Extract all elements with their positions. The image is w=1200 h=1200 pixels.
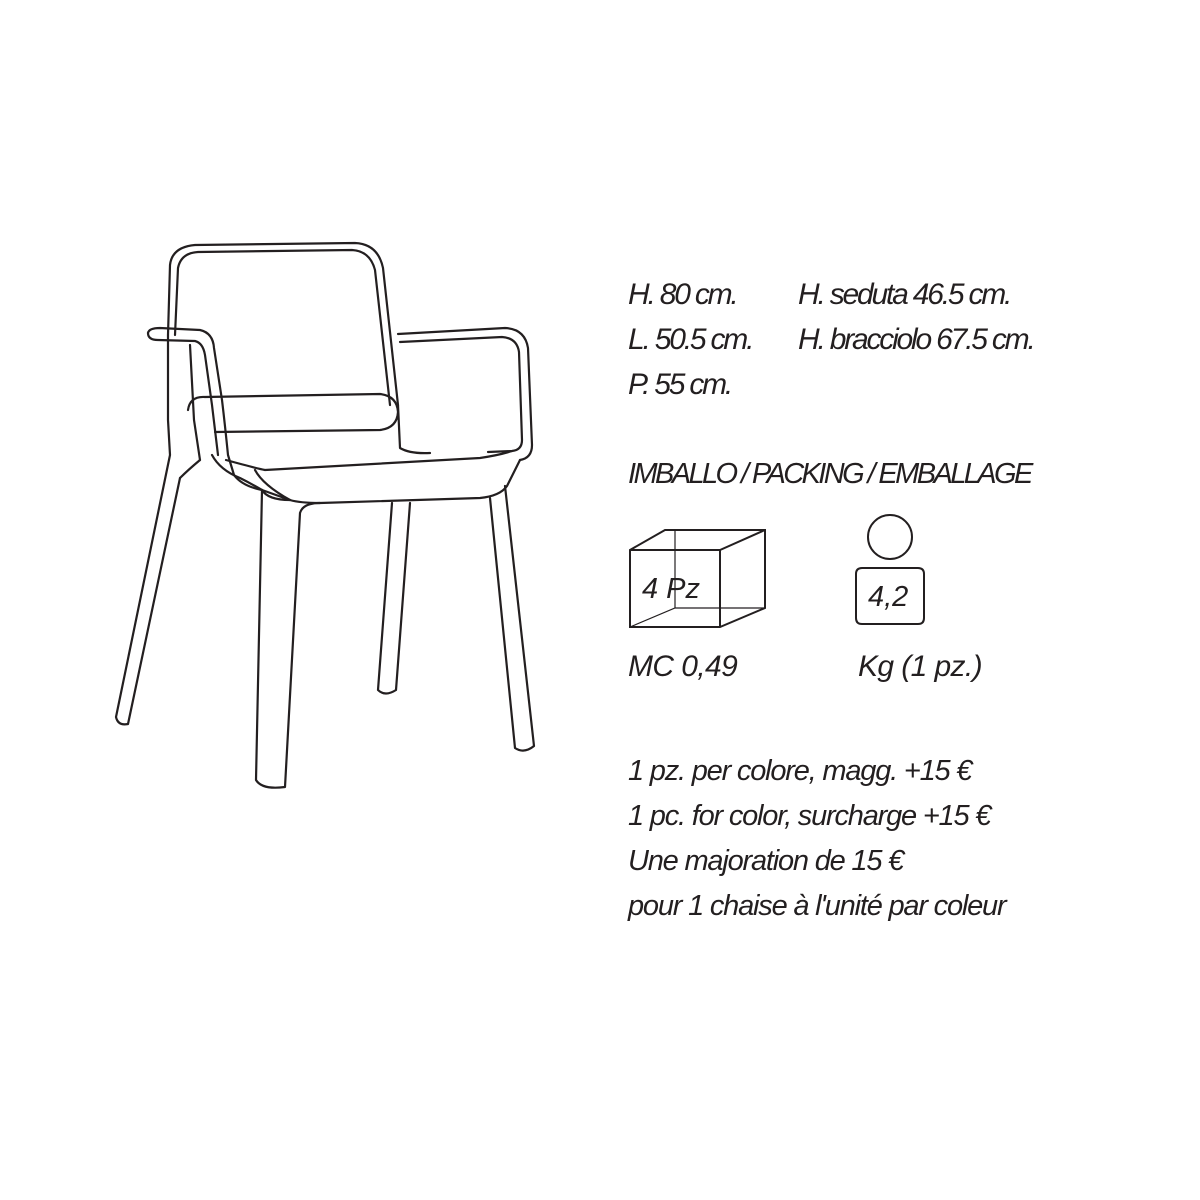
weight-value: 4,2	[868, 581, 909, 613]
dimension-depth: P. 55 cm.	[628, 368, 732, 401]
chair-backrest-inner	[175, 250, 390, 405]
chair-back-right-leg	[378, 503, 410, 694]
box-volume: MC 0,49	[628, 650, 738, 683]
chair-backrest	[168, 243, 398, 405]
chair-right-armrest	[398, 328, 532, 460]
weight-icon	[850, 510, 930, 635]
dimension-seat-height: H. seduta 46.5 cm.	[798, 278, 1011, 311]
surcharge-note-it: 1 pz. per colore, magg. +15 €	[628, 755, 972, 787]
chair-front-left-leg	[256, 490, 320, 788]
surcharge-note-en: 1 pc. for color, surcharge +15 €	[628, 800, 991, 832]
box-quantity: 4 Pz	[642, 573, 701, 605]
chair-seat	[234, 460, 520, 503]
surcharge-note-fr-1: Une majoration de 15 €	[628, 845, 904, 877]
surcharge-note-fr-2: pour 1 chaise à l'unité par coleur	[628, 890, 1006, 922]
weight-unit: Kg (1 pz.)	[858, 650, 983, 683]
chair-illustration	[100, 230, 560, 810]
dimension-height: H. 80 cm.	[628, 278, 737, 311]
dimension-armrest-height: H. bracciolo 67.5 cm.	[798, 323, 1034, 356]
chair-front-right-leg	[490, 486, 534, 751]
chair-back-cushion	[188, 394, 398, 432]
chair-back-left-leg	[116, 335, 180, 724]
dimension-width: L. 50.5 cm.	[628, 323, 753, 356]
packing-heading: IMBALLO / PACKING / EMBALLAGE	[628, 458, 1031, 490]
